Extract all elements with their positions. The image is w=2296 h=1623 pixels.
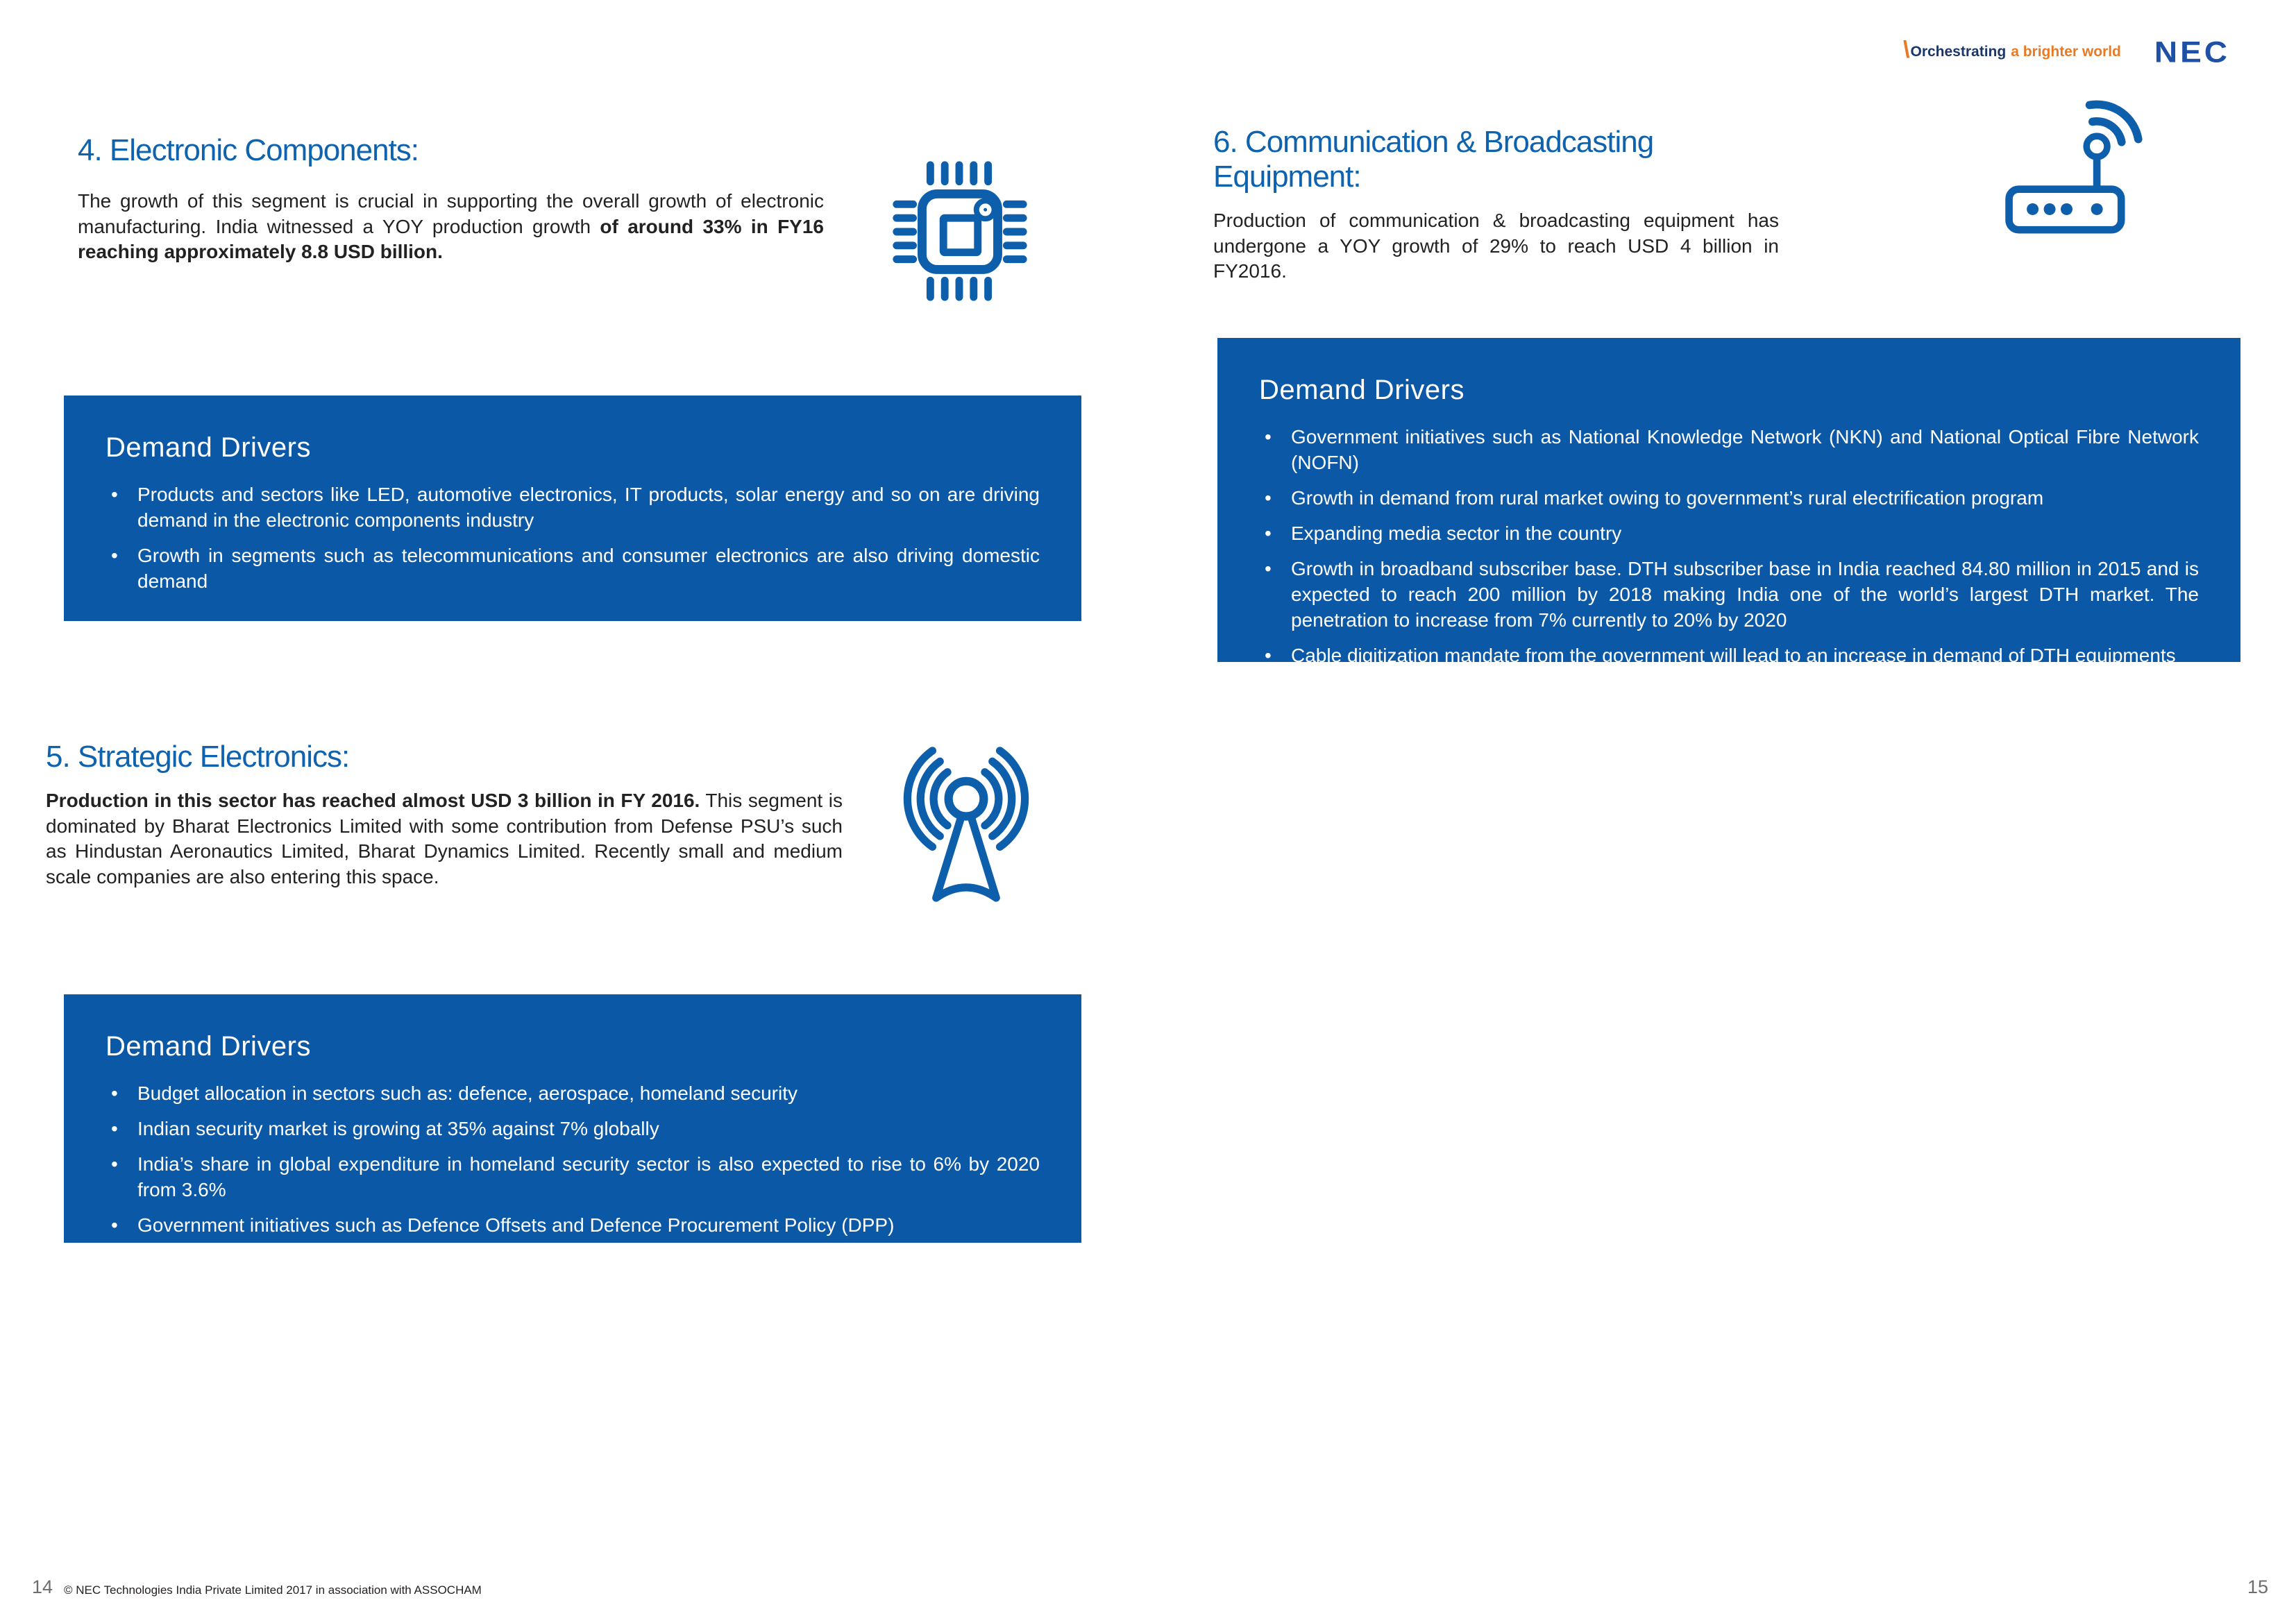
section-heading-strategic-electronics: 5. Strategic Electronics:: [46, 740, 350, 774]
demand-drivers-title: Demand Drivers: [1259, 375, 1464, 405]
page-number-right: 15: [2247, 1577, 2268, 1597]
copyright-text: © NEC Technologies India Private Limited 2017 in association with ASSOCHAM: [64, 1583, 482, 1597]
body-text-bold: of around 33% in FY16 reaching approximately 8.8 USD billion.: [78, 215, 824, 262]
demand-drivers-box-electronic-components: [64, 396, 1081, 621]
body-text: The growth of this segment is crucial in supporting the overall growth of electronic manufacturing. India witnessed a YOY production growth: [78, 190, 824, 237]
demand-drivers-list: [105, 482, 1040, 594]
antenna-icon: [901, 747, 1031, 908]
section-body-electronic-components: [78, 189, 824, 265]
bullet-item: • Budget allocation in sectors such as: defence, aerospace, homeland security: [105, 1080, 1040, 1106]
demand-drivers-title: Demand Drivers: [105, 1031, 311, 1062]
bullet-item: • Growth in broadband subscriber base. DTH subscriber base in India reached 84.80 million in 2015 and is expected to reach 200 million by 2018 making India one of the world’s largest DTH market. The penetration to increase from 7% currently to 20% by 2020: [1259, 556, 2199, 633]
bullet-item: • Expanding media sector in the country: [1259, 520, 2199, 546]
chip-icon: [883, 153, 1036, 309]
nec-tagline: [1903, 37, 2121, 64]
router-icon: [2003, 99, 2177, 250]
demand-drivers-title: Demand Drivers: [105, 432, 311, 463]
bullet-item: • Growth in segments such as telecommunications and consumer electronics are also driving domestic demand: [105, 543, 1040, 594]
tagline-slash-icon: \: [1903, 37, 1910, 63]
bullet-item: • Cable digitization mandate from the government will lead to an increase in demand of DTH equipments: [1259, 643, 2199, 668]
nec-brand: [1903, 36, 2230, 68]
page-number-left: 14: [32, 1577, 53, 1597]
bullet-item: • Indian security market is growing at 35% against 7% globally: [105, 1116, 1040, 1141]
body-text-bold: Production in this sector has reached almost USD 3 billion in FY 2016.: [46, 790, 700, 811]
demand-drivers-box-strategic-electronics: [64, 994, 1081, 1243]
bullet-item: • Products and sectors like LED, automotive electronics, IT products, solar energy and so on are driving demand in the electronic components industry: [105, 482, 1040, 533]
bullet-item: • Growth in demand from rural market owing to government’s rural electrification program: [1259, 485, 2199, 511]
bullet-item: • India’s share in global expenditure in homeland security sector is also expected to rise to 6% by 2020 from 3.6%: [105, 1151, 1040, 1203]
tagline-orchestrating-text: Orchestrating: [1910, 44, 2007, 60]
demand-drivers-box-communication-broadcasting: [1217, 338, 2240, 666]
section-strategic-electronics: [46, 740, 843, 890]
tagline-brighter-world-text: a brighter world: [2011, 44, 2121, 60]
section-body-communication-broadcasting: Production of communication & broadcasting equipment has undergone a YOY growth of 29% to reach USD 4 billion in FY2016.: [1213, 210, 1779, 282]
bullet-item: • Government initiatives such as Defence Offsets and Defence Procurement Policy (DPP): [105, 1212, 1040, 1238]
section-heading-electronic-components: 4. Electronic Components:: [78, 133, 419, 167]
section-electronic-components: [78, 133, 824, 265]
bullet-item: • Government initiatives such as National Knowledge Network (NKN) and National Optical Fibre Network (NOFN): [1259, 424, 2199, 475]
nec-logo: NEC: [2154, 35, 2230, 69]
section-communication-broadcasting: [1213, 125, 1779, 284]
section-body-strategic-electronics: [46, 788, 843, 890]
section-heading-communication-broadcasting: 6. Communication & Broadcasting Equipment:: [1213, 125, 1654, 194]
demand-drivers-list: [1259, 424, 2199, 668]
body-text: This segment is dominated by Bharat Electronics Limited with some contribution from Defense PSU’s such as Hindustan Aeronautics Limited, Bharat Dynamics Limited. Recently small and medium scale companies are also entering this space.: [46, 790, 843, 887]
demand-drivers-list: [105, 1080, 1040, 1238]
